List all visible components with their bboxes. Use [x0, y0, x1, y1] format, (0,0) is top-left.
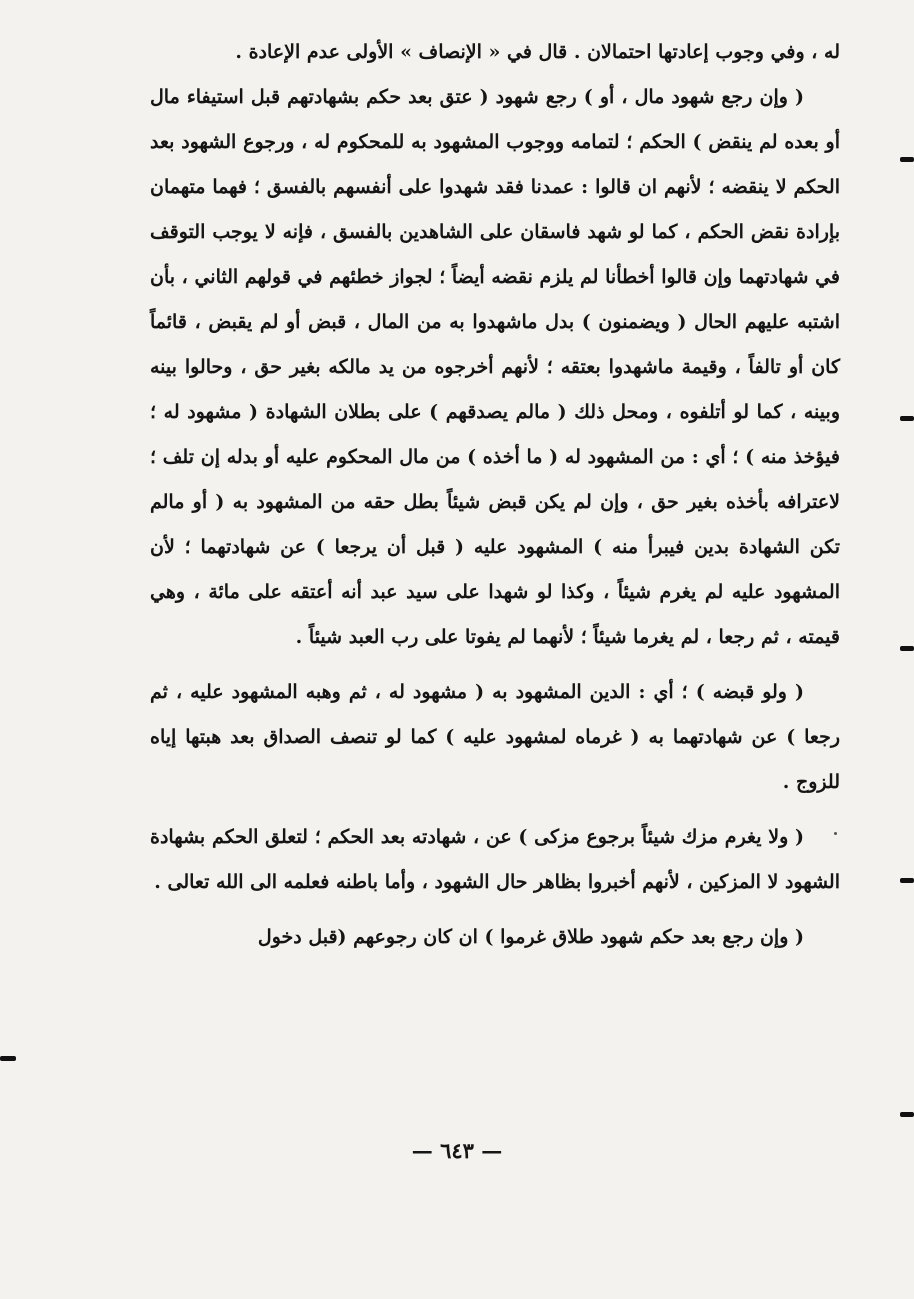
edge-mark-right-5: [900, 1112, 914, 1117]
edge-mark-right-4: [900, 878, 914, 883]
body-text: [150, 30, 840, 960]
page-number: — ٦٤٣ —: [411, 1138, 503, 1163]
paragraph-4: ( ولا يغرم مزك شيئاً برجوع مزكى ) عن ، شهادته بعد الحكم ؛ لتعلق الحكم بشهادة الشهود لا المزكين ، لأنهم أخبروا بظاهر حال الشهود ، وأما باطنه فعلمه الى الله تعالى .: [150, 826, 840, 893]
paragraph-3: ( ولو قبضه ) ؛ أي : الدين المشهود به ( مشهود له ، ثم وهبه المشهود عليه ، ثم رجعا ) عن شهادتهما به ( غرماه لمشهود عليه ) كما لو تنصف الصداق بعد هبتها إياه للزوج .: [150, 681, 840, 793]
paragraph-2: ( وإن رجع شهود مال ، أو ) رجع شهود ( عتق بعد حكم بشهادتهم قبل استيفاء مال أو بعده لم ينقض ) الحكم ؛ لتمامه ووجوب المشهود به للمحكوم له ، ورجوع الشهود بعد الحكم لا ينقضه ؛ لأنهم ان قالوا : عمدنا فقد شهدوا على أنفسهم بالفسق ؛ فهما متهمان بإرادة نقض الحكم ، كما لو شهد فاسقان على الشاهدين بالفسق ، فإنه لا يوجب التوقف في شهادتهما وإن قالوا أخطأنا لم يلزم نقضه أيضاً ؛ لجواز خطئهم في قولهم الثاني ، بأن اشتبه عليهم الحال ( ويضمنون ) بدل ماشهدوا به من المال ، قبض أو لم يقبض ، قائماً كان أو تالفاً ، وقيمة ماشهدوا بعتقه ؛ لأنهم أخرجوه من يد مالكه بغير حق ، وحالوا بينه وبينه ، كما لو أتلفوه ، ومحل ذلك ( مالم يصدقهم ) على بطلان الشهادة ( مشهود له ؛ فيؤخذ منه ) ؛ أي : من المشهود له ( ما أخذه ) من مال المحكوم عليه أو بدله إن تلف ؛ لاعترافه بأخذه بغير حق ، وإن لم يكن قبض شيئاً بطل حقه من المشهود به ( أو مالم تكن الشهادة بدين فيبرأ منه ) المشهود عليه ( قبل أن يرجعا ) عن شهادتهما ؛ لأن المشهود عليه لم يغرم شيئاً ، وكذا لو شهدا على سيد عبد أنه أعتقه على مائة ، وهي قيمته ، ثم رجعا ، لم يغرما شيئاً ؛ لأنهما لم يفوتا على رب العبد شيئاً .: [150, 86, 840, 648]
edge-mark-right-3: [900, 646, 914, 651]
edge-mark-right-2: [900, 416, 914, 421]
paragraph-5: ( وإن رجع بعد حكم شهود طلاق غرموا ) ان كان رجوعهم (قبل دخول: [257, 926, 804, 948]
edge-mark-right-1: [900, 157, 914, 162]
paragraph-1: له ، وفي وجوب إعادتها احتمالان . قال في « الإنصاف » الأولى عدم الإعادة .: [235, 41, 840, 63]
edge-mark-left-1: [0, 1056, 16, 1061]
scan-speck: [834, 832, 837, 835]
